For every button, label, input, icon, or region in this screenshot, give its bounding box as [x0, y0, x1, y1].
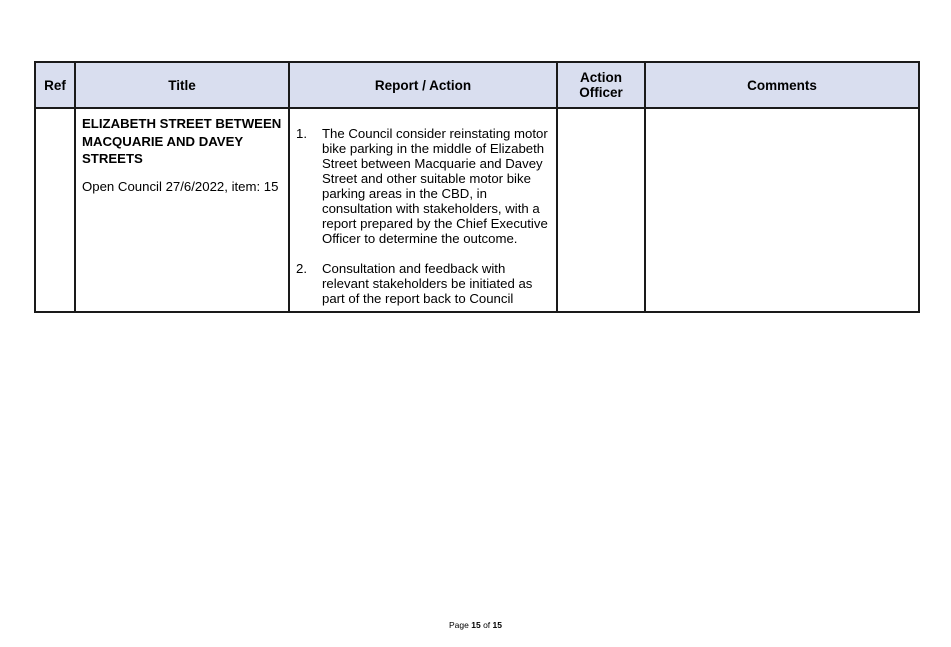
table-header-row	[35, 62, 919, 108]
item-title: ELIZABETH STREET BETWEEN MACQUARIE AND DAVEY STREETS	[82, 116, 282, 166]
action-number: 2.	[296, 261, 307, 276]
action-text: Consultation and feedback with relevant stakeholders be initiated as part of the report back to Council	[322, 261, 533, 306]
cell-report-action	[289, 108, 557, 312]
action-table	[34, 61, 920, 313]
cell-title	[75, 108, 289, 312]
header-action-officer-line2: Officer	[579, 85, 623, 100]
action-list	[296, 126, 550, 306]
header-action-officer-line1: Action	[580, 70, 622, 85]
footer-current-page: 15	[471, 620, 481, 630]
footer-of-label: of	[483, 620, 491, 630]
header-report-action: Report / Action	[289, 62, 557, 108]
cell-ref	[35, 108, 75, 312]
header-title: Title	[75, 62, 289, 108]
action-text: The Council consider reinstating motor bike parking in the middle of Elizabeth Street between Macquarie and Davey Street and other suitable motor bike parking areas in the CBD, in consultation with stakeholders, with a report prepared by the Chief Executive Officer to determine the outcome.	[322, 126, 548, 246]
item-source: Open Council 27/6/2022, item: 15	[82, 178, 279, 194]
header-action-officer	[557, 62, 645, 108]
header-comments: Comments	[645, 62, 919, 108]
action-item	[296, 261, 550, 306]
action-table-container	[34, 61, 918, 313]
cell-action-officer	[557, 108, 645, 312]
footer-total-pages: 15	[492, 620, 502, 630]
page-footer	[0, 620, 951, 630]
cell-comments	[645, 108, 919, 312]
header-ref: Ref	[35, 62, 75, 108]
table-row	[35, 108, 919, 312]
action-item	[296, 126, 550, 246]
footer-page-label: Page	[448, 620, 469, 630]
action-number: 1.	[296, 126, 307, 141]
